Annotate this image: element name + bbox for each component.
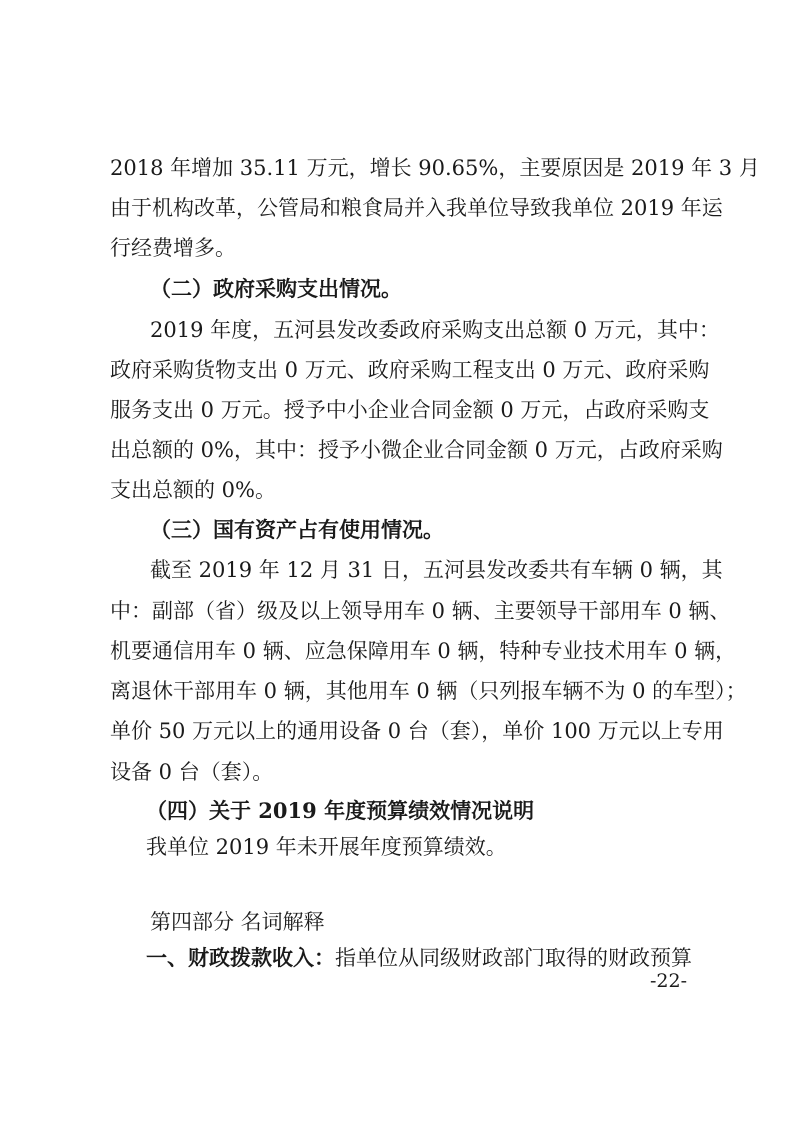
paragraph-line: 截至 2019 年 12 月 31 日，五河县发改委共有车辆 0 辆，其 (150, 558, 723, 582)
section-heading: （二）政府采购支出情况。 (150, 276, 402, 301)
term-label: 一、财政拨款收入： (146, 945, 335, 970)
paragraph-line: 行经费增多。 (110, 236, 236, 260)
paragraph-line: 由于机构改革，公管局和粮食局并入我单位导致我单位 2019 年运 (110, 196, 723, 220)
paragraph-line: 2019 年度，五河县发改委政府采购支出总额 0 万元，其中： (150, 318, 720, 342)
paragraph-line: 服务支出 0 万元。授予中小企业合同金额 0 万元，占政府采购支 (110, 398, 710, 422)
paragraph-line: 设备 0 台（套）。 (110, 760, 274, 784)
paragraph-line: 中：副部（省）级及以上领导用车 0 辆、主要领导干部用车 0 辆、 (110, 599, 731, 623)
paragraph-line: 2018 年增加 35.11 万元，增长 90.65%，主要原因是 2019 年 3 月 (110, 156, 760, 180)
paragraph-line: 出总额的 0%，其中：授予小微企业合同金额 0 万元，占政府采购 (110, 438, 723, 462)
section-heading: （三）国有资产占有使用情况。 (150, 517, 444, 542)
paragraph-line: 政府采购货物支出 0 万元、政府采购工程支出 0 万元、政府采购 (110, 358, 710, 382)
section-heading: （四）关于 2019 年度预算绩效情况说明 (146, 798, 535, 823)
part-title: 第四部分 名词解释 (150, 910, 325, 934)
page-number: -22- (650, 970, 688, 992)
paragraph-line: 单价 50 万元以上的通用设备 0 台（套），单价 100 万元以上专用 (110, 719, 724, 743)
paragraph-line: 离退休干部用车 0 辆，其他用车 0 辆（只列报车辆不为 0 的车型）； (110, 679, 747, 703)
term-text: 指单位从同级财政部门取得的财政预算 (335, 946, 692, 970)
term-definition (146, 944, 690, 972)
paragraph-line: 机要通信用车 0 辆、应急保障用车 0 辆，特种专业技术用车 0 辆， (110, 639, 737, 663)
paragraph-line: 支出总额的 0%。 (110, 478, 276, 502)
paragraph-line: 我单位 2019 年未开展年度预算绩效。 (146, 835, 507, 859)
